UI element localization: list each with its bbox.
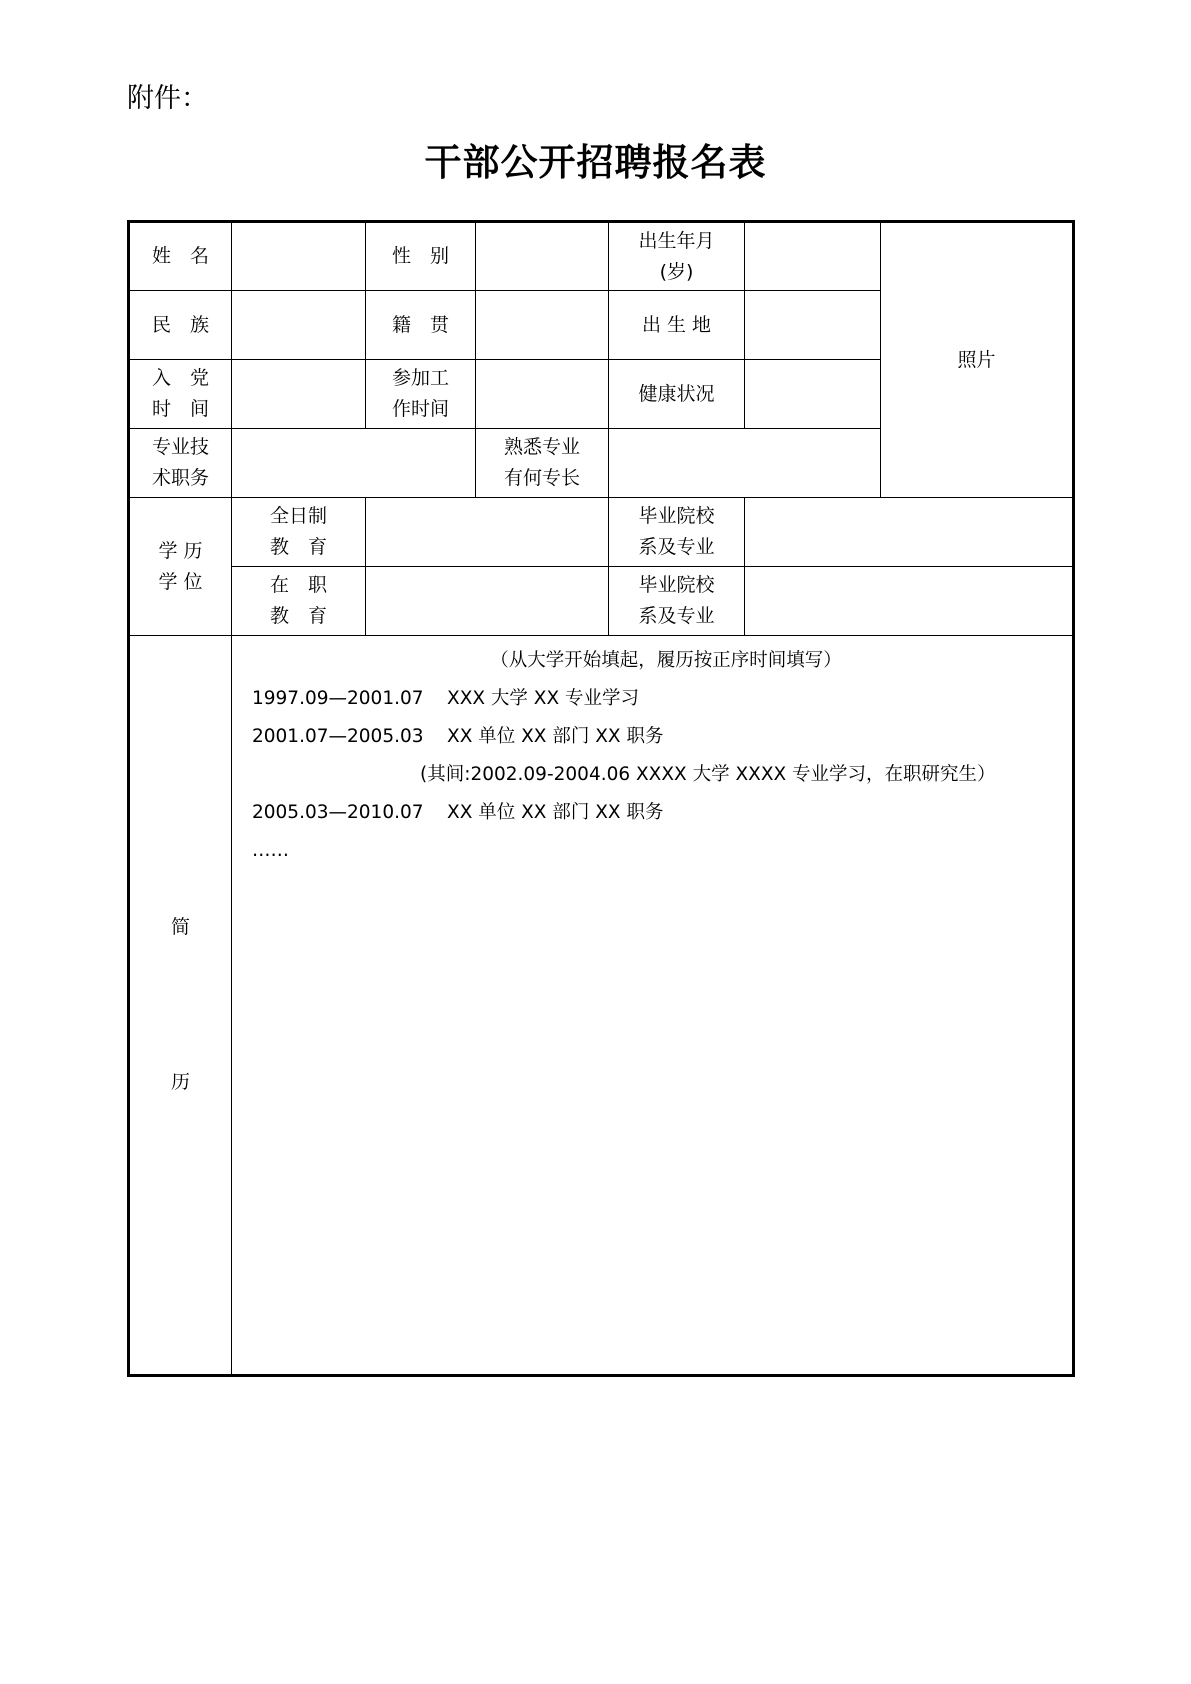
- education-label-line2: 学 位: [158, 570, 203, 593]
- attachment-label: 附件：: [127, 83, 208, 114]
- health-label: 健康状况: [609, 360, 745, 429]
- birthplace-field[interactable]: [745, 291, 881, 360]
- specialty-label-line2: 有何专长: [503, 467, 580, 489]
- fulltime-education-label-line1: 全日制: [269, 505, 327, 527]
- fulltime-school-field[interactable]: [745, 498, 1074, 567]
- fulltime-education-field[interactable]: [366, 498, 609, 567]
- fulltime-education-label-line2: 教 育: [269, 536, 327, 558]
- photo-box[interactable]: [881, 222, 1074, 498]
- inservice-education-field[interactable]: [366, 567, 609, 636]
- party-date-label-line1: 入 党: [151, 367, 209, 389]
- party-date-label-line2: 时 间: [151, 398, 209, 420]
- ethnicity-field[interactable]: [232, 291, 366, 360]
- specialty-label: [476, 429, 609, 498]
- fulltime-school-label-line1: 毕业院校: [638, 505, 715, 527]
- resume-note: （从大学开始填起，履历按正序时间填写）: [490, 650, 842, 671]
- resume-label-char2: 历: [170, 1071, 190, 1093]
- professional-title-label: [129, 429, 232, 498]
- specialty-label-line1: 熟悉专业: [503, 436, 580, 458]
- name-field[interactable]: [232, 222, 366, 291]
- party-date-field[interactable]: [232, 360, 366, 429]
- party-date-label: [129, 360, 232, 429]
- education-label: [129, 498, 232, 636]
- inservice-school-field[interactable]: [745, 567, 1074, 636]
- work-start-label: [366, 360, 476, 429]
- professional-title-label-line1: 专业技: [151, 436, 209, 458]
- native-place-label: 籍 贯: [366, 291, 476, 360]
- inservice-school-label-line1: 毕业院校: [638, 574, 715, 596]
- education-label-line1: 学 历: [158, 539, 203, 562]
- specialty-field[interactable]: [609, 429, 881, 498]
- birth-field[interactable]: [745, 222, 881, 291]
- gender-label: 性 别: [366, 222, 476, 291]
- photo-label: 照片: [957, 348, 996, 371]
- gender-field[interactable]: [476, 222, 609, 291]
- professional-title-label-line2: 术职务: [151, 467, 209, 489]
- birth-label-line2: (岁): [659, 260, 694, 283]
- work-start-label-line2: 作时间: [391, 398, 449, 420]
- resume-entry: 2005.03—2010.07 XX 单位 XX 部门 XX 职务: [252, 802, 664, 823]
- inservice-education-label-line1: 在 职: [269, 574, 327, 596]
- fulltime-education-label: [232, 498, 366, 567]
- resume-entry: (其间:2002.09-2004.06 XXXX 大学 XXXX 专业学习，在职研究生）: [420, 764, 996, 785]
- work-start-label-line1: 参加工: [391, 367, 449, 389]
- professional-title-field[interactable]: [232, 429, 476, 498]
- native-place-field[interactable]: [476, 291, 609, 360]
- page-title: 干部公开招聘报名表: [424, 141, 767, 184]
- inservice-school-label: [609, 567, 745, 636]
- name-label: 姓 名: [129, 222, 232, 291]
- resume-label-char1: 简: [170, 916, 190, 938]
- resume-field[interactable]: [232, 636, 1074, 1376]
- health-field[interactable]: [745, 360, 881, 429]
- birth-label-line1: 出生年月: [638, 229, 715, 252]
- inservice-education-label-line2: 教 育: [269, 605, 327, 627]
- registration-form-table: [127, 220, 1075, 1377]
- work-start-field[interactable]: [476, 360, 609, 429]
- fulltime-school-label: [609, 498, 745, 567]
- inservice-school-label-line2: 系及专业: [638, 605, 715, 627]
- fulltime-school-label-line2: 系及专业: [638, 536, 715, 558]
- resume-entry: 1997.09—2001.07 XXX 大学 XX 专业学习: [252, 688, 640, 709]
- resume-entry: ……: [252, 840, 289, 861]
- resume-label: [129, 636, 232, 1376]
- inservice-education-label: [232, 567, 366, 636]
- ethnicity-label: 民 族: [129, 291, 232, 360]
- resume-entry: 2001.07—2005.03 XX 单位 XX 部门 XX 职务: [252, 726, 664, 747]
- birth-label: [609, 222, 745, 291]
- birthplace-label: 出 生 地: [609, 291, 745, 360]
